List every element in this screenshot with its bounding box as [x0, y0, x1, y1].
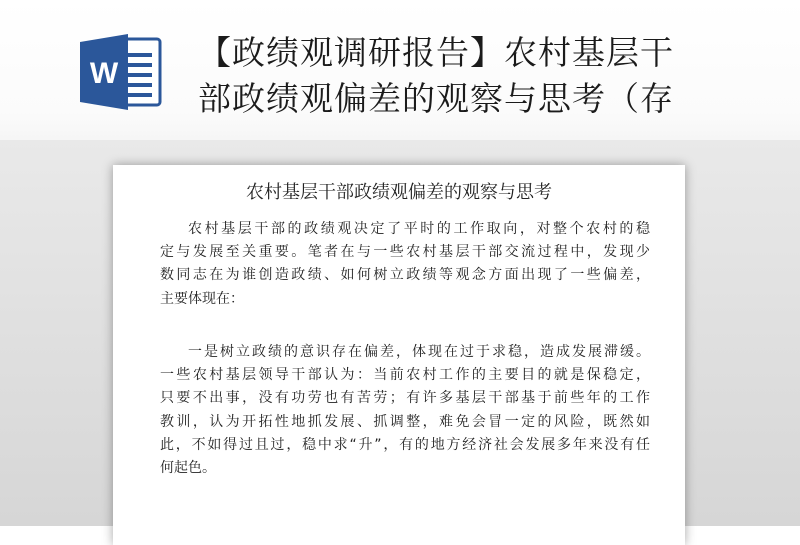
paragraph-line: 一些农村基层领导干部认为：当前农村工作的主要目的就是保稳定， — [160, 367, 650, 384]
paragraph — [160, 218, 650, 311]
word-document-icon — [78, 32, 164, 112]
document-title — [198, 30, 718, 122]
paragraph-line: 主要体现在： — [160, 290, 244, 307]
page-heading: 农村基层干部政绩观偏差的观察与思考 — [246, 182, 552, 203]
document-title-line: 【政绩观调研报告】农村基层干 — [198, 33, 674, 72]
document-page-preview — [113, 165, 685, 545]
paragraph-line: 一是树立政绩的意识存在偏差，体现在过于求稳，造成发展滞缓。 — [188, 344, 650, 360]
paragraph — [160, 341, 650, 480]
paragraph-line: 此，不如得过且过，稳中求“升”，有的地方经济社会发展多年来没有任 — [160, 436, 650, 453]
paragraph-line: 何起色。 — [160, 460, 216, 477]
paragraph-line: 只要不出事，没有功劳也有苦劳；有许多基层干部基于前些年的工作 — [160, 390, 650, 407]
paragraph-line: 农村基层干部的政绩观决定了平时的工作取向，对整个农村的稳 — [188, 221, 650, 237]
paragraph-line: 教训，认为开拓性地抓发展、抓调整，难免会冒一定的风险，既然如 — [160, 413, 650, 430]
paragraph-line: 定与发展至关重要。笔者在与一些农村基层干部交流过程中，发现少 — [160, 244, 650, 261]
document-title-line: 部政绩观偏差的观察与思考（存 — [198, 79, 674, 118]
svg-text:W: W — [89, 57, 119, 90]
paragraph-line: 数同志在为谁创造政绩、如何树立政绩等观念方面出现了一些偏差， — [160, 267, 650, 284]
